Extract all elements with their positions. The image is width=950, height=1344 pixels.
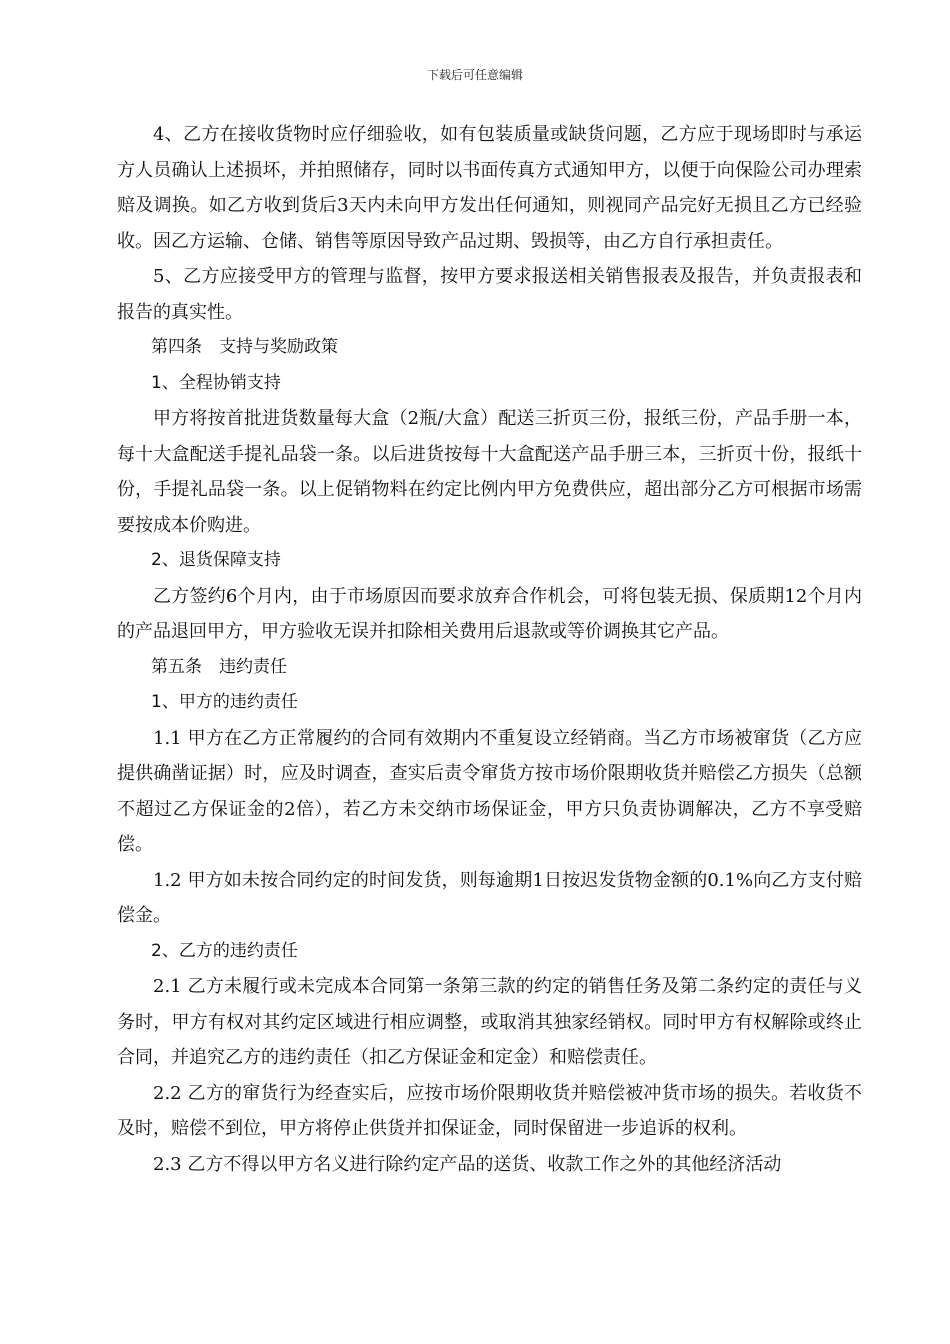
subheading-party-b-liability: 2、乙方的违约责任 <box>151 940 298 961</box>
paragraph-clause-2-3: 2.3 乙方不得以甲方名义进行除约定产品的送货、收款工作之外的其他经济活动 <box>153 1153 782 1175</box>
paragraph-clause-2-2: 2.2 乙方的窜货行为经查实后，应按市场价限期收货并赔偿被冲货市场的损失。若收货不及时，赔偿不到位，甲方将停止供货并扣保证金，同时保留进一步追诉的权利。 <box>117 1082 862 1139</box>
paragraph-clause-4: 4、乙方在接收货物时应仔细验收，如有包装质量或缺货问题，乙方应于现场即时与承运方人员确认上述损坏，并拍照储存，同时以书面传真方式通知甲方，以便于向保险公司办理索赔及调换。如乙方收到货后3天内未向甲方发出任何通知，则视同产品完好无损且乙方已经验收。因乙方运输、仓储、销售等原因导致产品过期、毁损等，由乙方自行承担责任。 <box>117 124 862 252</box>
subheading-return-support: 2、退货保障支持 <box>151 550 281 570</box>
paragraph-promotion-support: 甲方将按首批进货数量每大盒（2瓶/大盒）配送三折页三份，报纸三份，产品手册一本，每十大盒配送手提礼品袋一条。以后进货按每十大盒配送产品手册三本，三折页十份，报纸十份，手提礼品袋一条。以上促销物料在约定比例内甲方免费供应，超出部分乙方可根据市场需要按成本价购进。 <box>117 408 862 536</box>
paragraph-return-support: 乙方签约6个月内，由于市场原因而要求放弃合作机会，可将包装无损、保质期12个月内的产品退回甲方，甲方验收无误并扣除相关费用后退款或等价调换其它产品。 <box>117 585 862 642</box>
paragraph-clause-1-2: 1.2 甲方如未按合同约定的时间发货，则每逾期1日按迟发货物金额的0.1%向乙方支付赔偿金。 <box>117 869 862 926</box>
subheading-party-a-liability: 1、甲方的违约责任 <box>151 692 298 712</box>
paragraph-clause-1-1: 1.1 甲方在乙方正常履约的合同有效期内不重复设立经销商。当乙方市场被窜货（乙方应提供确凿证据）时，应及时调查，查实后责令窜货方按市场价限期收货并赔偿乙方损失（总额不超过乙方保证金的2倍），若乙方未交纳市场保证金，甲方只负责协调解决，乙方不享受赔偿。 <box>117 727 862 855</box>
page-header: 下载后可任意编辑 <box>426 68 523 82</box>
section-heading-article-5: 第五条 违约责任 <box>151 656 287 677</box>
section-heading-article-4: 第四条 支持与奖励政策 <box>151 337 338 357</box>
document-body <box>117 117 862 1182</box>
paragraph-clause-5: 5、乙方应接受甲方的管理与监督，按甲方要求报送相关销售报表及报告，并负责报表和报告的真实性。 <box>117 266 862 323</box>
subheading-promotion-support: 1、全程协销支持 <box>151 372 281 393</box>
paragraph-clause-2-1: 2.1 乙方未履行或未完成本合同第一条第三款的约定的销售任务及第二条约定的责任与义务时，甲方有权对其约定区域进行相应调整，或取消其独家经销权。同时甲方有权解除或终止合同，并追究乙方的违约责任（扣乙方保证金和定金）和赔偿责任。 <box>117 976 862 1068</box>
